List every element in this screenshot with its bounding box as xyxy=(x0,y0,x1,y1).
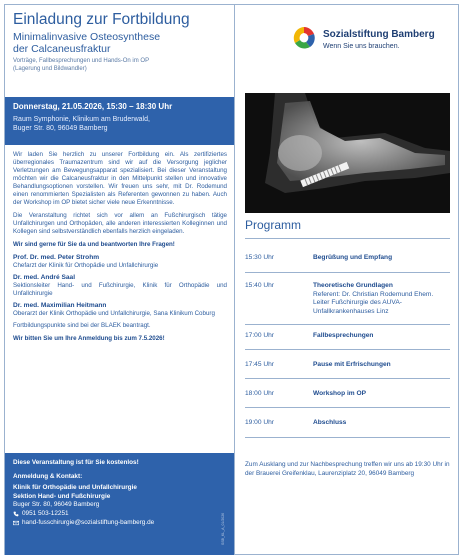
speaker-name: Dr. med. Maximilian Heitmann xyxy=(13,302,107,309)
flyer-page xyxy=(4,4,459,555)
program-row xyxy=(245,390,450,399)
contact-phone-row xyxy=(13,510,226,519)
program-row xyxy=(245,282,450,316)
contact-heading: Anmeldung & Kontakt: xyxy=(13,472,83,480)
page-title: Einladung zur Fortbildung xyxy=(13,11,190,28)
subtitle-line-1: Minimalinvasive Osteosynthese xyxy=(13,31,161,43)
intro-paragraph: Wir laden Sie herzlich zu unserer Fortbildung ein. Als zertifiziertes überregionales Traumazentrum sind wir auf die Versorgung jeglicher Verletzungen am Bewegungsapparat spezialisiert. Bei dieser Veranstaltung möchten wir die Calcaneusfraktur in den Mittelpunkt stellen und innovative Behandlungsoptionen vorstellen. Wir freuen uns sehr, mit Dr. Rodemund einen renommierten Spezialisten als Referenten gewonnen zu haben. Auch der Workshop im OP bietet sicher viele neue Erkenntnisse. xyxy=(13,151,227,206)
divider xyxy=(245,437,450,438)
format-note-1: Vorträge, Fallbesprechungen und Hands-On im OP xyxy=(13,58,150,64)
speaker-list xyxy=(13,254,227,318)
contact-email[interactable]: hand-fusschirurgie@sozialstiftung-bamberg.de xyxy=(22,518,155,526)
questions-heading: Wir sind gerne für Sie da und beantworten Ihre Fragen! xyxy=(13,241,175,248)
program-item-title: Workshop im OP xyxy=(313,390,367,397)
program-time: 19:00 Uhr xyxy=(245,419,274,426)
event-date: Donnerstag, 21.05.2026, 15:30 – 18:30 Uhr xyxy=(13,102,173,111)
speaker-name: Prof. Dr. med. Peter Strohm xyxy=(13,254,100,261)
divider xyxy=(245,407,450,408)
contact-address: Buger Str. 80, 96049 Bamberg xyxy=(13,501,100,509)
divider xyxy=(245,349,450,350)
program-item-title: Fallbesprechungen xyxy=(313,332,374,339)
closing-note: Zum Ausklang und zur Nachbesprechung treffen wir uns ab 19:30 Uhr in der Brauerei Greifenklau, Laurenziplatz 20, 96049 Bamberg xyxy=(245,461,450,477)
program-time: 15:40 Uhr xyxy=(245,282,274,289)
event-location-1: Raum Symphonie, Klinikum am Bruderwald, xyxy=(13,116,150,123)
contact-email-row xyxy=(13,519,226,528)
contact-section: Sektion Hand- und Fußchirurgie xyxy=(13,492,111,500)
phone-icon xyxy=(13,511,19,517)
xray-foot-illustration xyxy=(245,93,450,213)
program-row xyxy=(245,361,450,370)
program-time: 17:45 Uhr xyxy=(245,361,274,368)
contact-clinic: Klinik für Orthopädie und Unfallchirurgie xyxy=(13,484,137,492)
audience-paragraph: Die Veranstaltung richtet sich vor allem an Fußchirurgisch tätige Unfallchirurgen und Orthopäden, alle anderen interessierten Kolleginnen und Kollegen sind selbstverständlich ebenfalls herzlich eingeladen. xyxy=(13,212,227,235)
sozialstiftung-logo-icon xyxy=(291,25,317,51)
speaker-name: Dr. med. André Saal xyxy=(13,274,76,281)
program-row xyxy=(245,332,450,341)
program-row xyxy=(245,419,450,428)
program-time: 15:30 Uhr xyxy=(245,254,274,261)
invitation-text xyxy=(13,151,227,348)
right-column xyxy=(235,5,460,554)
mail-icon xyxy=(13,520,19,526)
event-location-2: Buger Str. 80, 96049 Bamberg xyxy=(13,125,108,132)
contact-footer xyxy=(5,453,234,555)
cme-points-note: Fortbildungspunkte sind bei der BLAEK beantragt. xyxy=(13,322,151,329)
speaker-role: Chefarzt der Klinik für Orthopädie und Unfallchirurgie xyxy=(13,262,159,269)
contact-phone[interactable]: 0951 503-12251 xyxy=(22,509,69,517)
program-time: 18:00 Uhr xyxy=(245,390,274,397)
program-title: Programm xyxy=(245,218,302,232)
program-item-title: Begrüßung und Empfang xyxy=(313,254,393,261)
org-name: Sozialstiftung Bamberg xyxy=(323,29,435,40)
free-event-note: Diese Veranstaltung ist für Sie kostenlos! xyxy=(13,459,139,466)
divider xyxy=(245,272,450,273)
event-info-bar xyxy=(5,97,234,145)
format-note-2: (Lagerung und Bildwandler) xyxy=(13,66,87,72)
program-item-title: Pause mit Erfrischungen xyxy=(313,361,391,368)
registration-deadline: Wir bitten Sie um Ihre Anmeldung bis zum 7.5.2026! xyxy=(13,335,165,342)
subtitle-line-2: der Calcaneusfraktur xyxy=(13,43,111,55)
print-code: SSB_KL_A_01/2026 xyxy=(221,512,225,545)
program-item-title: Theoretische Grundlagen xyxy=(313,282,393,289)
divider xyxy=(245,238,450,239)
title-block xyxy=(5,5,234,73)
speaker-role: Sektionsleiter Hand- und Fußchirurgie, Klinik für Orthopädie und Unfallchirurgie xyxy=(13,282,227,297)
program-item-detail: Referent: Dr. Christian Rodemund Ehem. Leiter Fußchirurgie des AUVA-Unfallkrankenhauses Linz xyxy=(313,290,434,315)
left-column xyxy=(5,5,234,554)
org-claim: Wenn Sie uns brauchen. xyxy=(323,43,400,50)
program-item-title: Abschluss xyxy=(313,419,347,426)
speaker-role: Oberarzt der Klinik Orthopädie und Unfallchirurgie, Sana Klinikum Coburg xyxy=(13,310,215,317)
program-time: 17:00 Uhr xyxy=(245,332,274,339)
xray-image xyxy=(245,93,450,213)
divider xyxy=(245,378,450,379)
divider xyxy=(245,324,450,325)
program-row xyxy=(245,254,450,263)
